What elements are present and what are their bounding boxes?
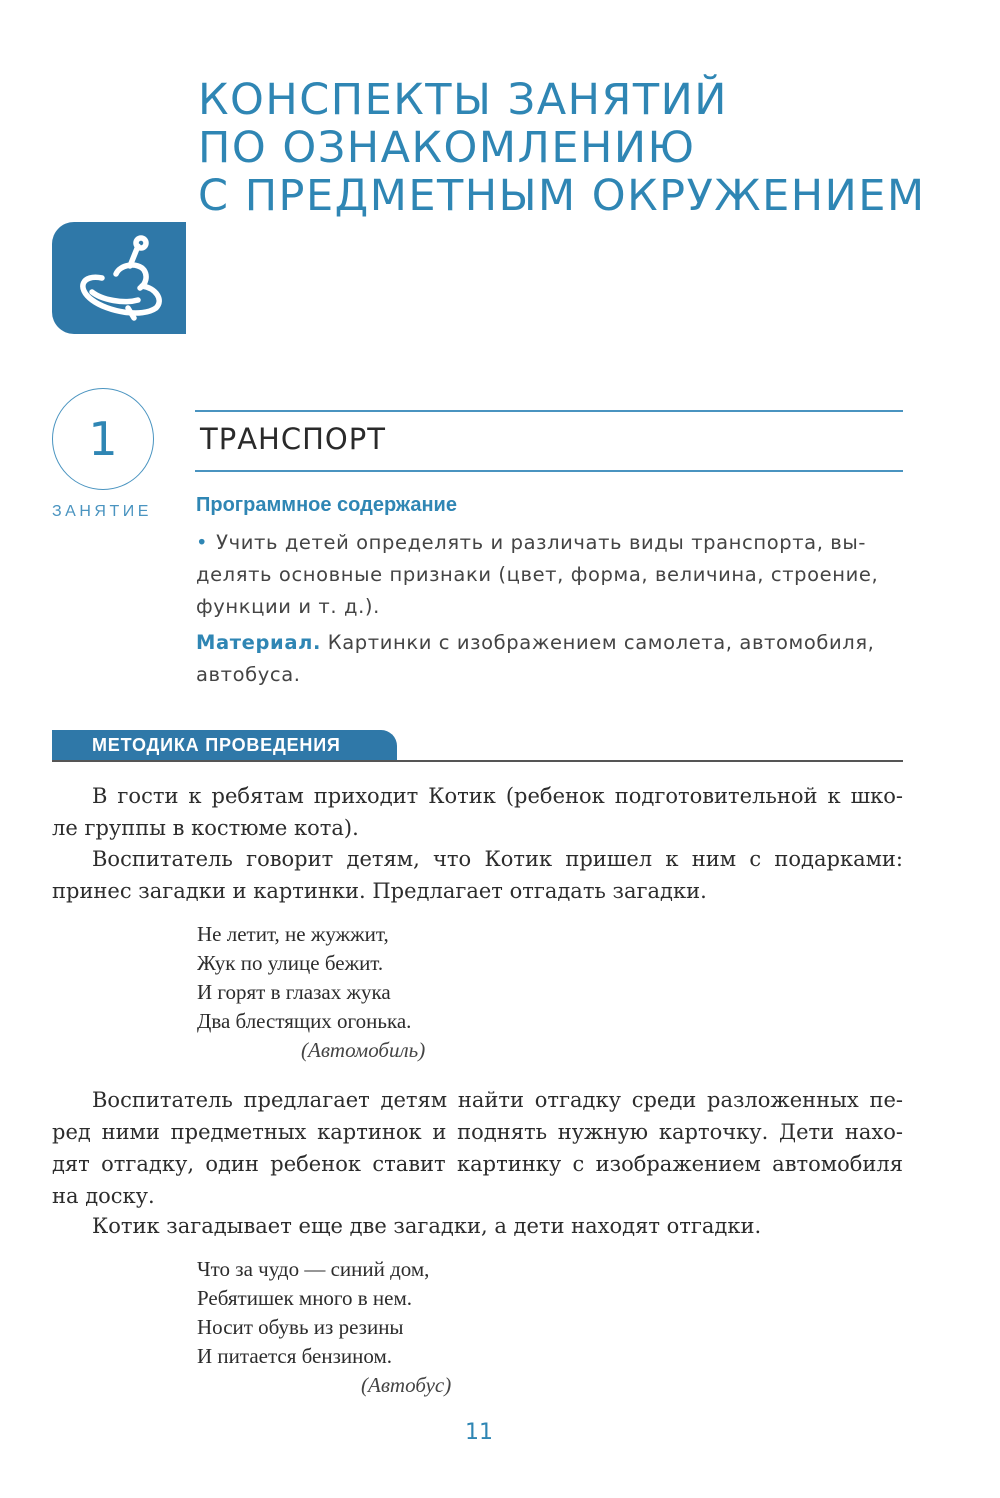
material-label: Материал. bbox=[196, 631, 321, 654]
riddle bbox=[197, 920, 425, 1065]
chapter-title-line: КОНСПЕКТЫ ЗАНЯТИЙ bbox=[198, 75, 728, 125]
paragraph bbox=[52, 843, 903, 907]
spinning-top-icon bbox=[72, 234, 168, 326]
riddle-answer: (Автомобиль) bbox=[301, 1038, 426, 1062]
lesson-number-badge bbox=[52, 388, 154, 490]
material-content bbox=[196, 627, 903, 691]
page-number: 11 bbox=[465, 1420, 493, 1445]
paragraph-line: Котик загадывает еще две загадки, а дети находят отгадки. bbox=[92, 1214, 762, 1238]
program-line: делять основные признаки (цвет, форма, величина, строение, bbox=[196, 563, 879, 586]
topic-rule-top bbox=[195, 410, 903, 412]
program-content bbox=[196, 527, 903, 623]
riddle-line: Что за чудо — синий дом, bbox=[197, 1257, 430, 1281]
riddle-line: И горят в глазах жука bbox=[197, 980, 391, 1004]
paragraph-line: Воспитатель предлагает детям найти отгадку среди разложенных пе- bbox=[92, 1088, 903, 1112]
paragraph-line: В гости к ребятам приходит Котик (ребенок подготовительной к шко- bbox=[92, 784, 903, 808]
riddle-line: Два блестящих огонька. bbox=[197, 1009, 412, 1033]
chapter-icon-box bbox=[52, 222, 186, 334]
lesson-number: 1 bbox=[88, 412, 118, 466]
program-line: Учить детей определять и различать виды транспорта, вы- bbox=[216, 531, 867, 554]
chapter-title-line: ПО ОЗНАКОМЛЕНИЮ bbox=[198, 123, 696, 173]
paragraph-line: ред ними предметных картинок и поднять нужную карточку. Дети нахо- bbox=[52, 1120, 903, 1144]
paragraph bbox=[52, 1084, 903, 1212]
program-line: функции и т. д.). bbox=[196, 595, 380, 618]
topic-rule-bottom bbox=[195, 470, 903, 472]
material-line: автобуса. bbox=[196, 663, 301, 686]
program-heading: Программное содержание bbox=[196, 494, 457, 516]
paragraph bbox=[52, 1210, 903, 1242]
riddle-answer: (Автобус) bbox=[361, 1373, 452, 1397]
lesson-title: ТРАНСПОРТ bbox=[200, 422, 386, 456]
method-heading: МЕТОДИКА ПРОВЕДЕНИЯ bbox=[92, 735, 341, 755]
riddle-line: Ребятишек много в нем. bbox=[197, 1286, 413, 1310]
riddle-line: Жук по улице бежит. bbox=[197, 951, 384, 975]
chapter-title-line: С ПРЕДМЕТНЫМ ОКРУЖЕНИЕМ bbox=[198, 171, 926, 221]
lesson-label: ЗАНЯТИЕ bbox=[52, 503, 152, 520]
paragraph-line: принес загадки и картинки. Предлагает отгадать загадки. bbox=[52, 879, 707, 903]
riddle bbox=[197, 1255, 451, 1400]
paragraph-line: ле группы в костюме кота). bbox=[52, 816, 359, 840]
chapter-title bbox=[198, 76, 958, 220]
riddle-line: Носит обувь из резины bbox=[197, 1315, 404, 1339]
paragraph-line: на доску. bbox=[52, 1184, 155, 1208]
method-heading-bar bbox=[52, 730, 397, 762]
bullet-icon: • bbox=[196, 531, 209, 554]
material-line: Картинки с изображением самолета, автомобиля, bbox=[327, 631, 875, 654]
paragraph bbox=[52, 780, 903, 844]
riddle-line: И питается бензином. bbox=[197, 1344, 393, 1368]
paragraph-line: дят отгадку, один ребенок ставит картинку с изображением автомобиля bbox=[52, 1152, 903, 1176]
riddle-line: Не летит, не жужжит, bbox=[197, 922, 389, 946]
paragraph-line: Воспитатель говорит детям, что Котик пришел к ним с подарками: bbox=[92, 847, 903, 871]
method-rule bbox=[52, 760, 903, 762]
